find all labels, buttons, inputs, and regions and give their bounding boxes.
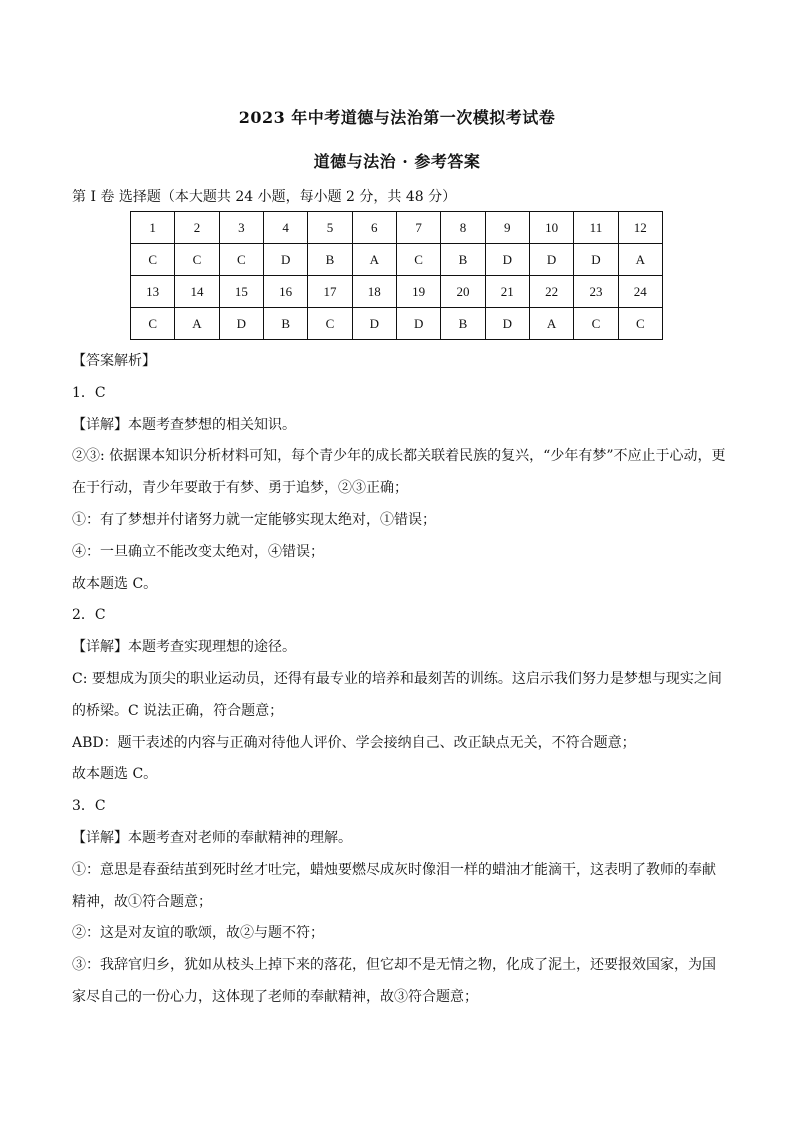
exam-title: 2023 年中考道德与法治第一次模拟考试卷 <box>238 108 556 127</box>
question-number-cell: 14 <box>175 276 219 308</box>
question-number-cell: 20 <box>441 276 485 308</box>
answer-cell: D <box>219 308 263 340</box>
analysis-line: ③：我辞官归乡，犹如从枝头上掉下来的落花，但它却不是无情之物，化成了泥土，还要报效国家，为国 <box>72 957 716 974</box>
analysis-line: 【详解】本题考查梦想的相关知识。 <box>72 416 296 433</box>
question-number-cell: 23 <box>574 276 618 308</box>
analysis-line: 【详解】本题考查对老师的奉献精神的理解。 <box>72 829 352 846</box>
answer-cell: B <box>263 308 307 340</box>
question-number-cell: 11 <box>574 212 618 244</box>
answer-cell: C <box>131 244 175 276</box>
question-number-cell: 8 <box>441 212 485 244</box>
answer-cell: A <box>618 244 662 276</box>
answer-row <box>131 308 663 340</box>
question-number-cell: 10 <box>529 212 573 244</box>
question-number-cell: 5 <box>308 212 352 244</box>
answer-cell: C <box>219 244 263 276</box>
answer-cell: D <box>485 308 529 340</box>
analysis-line: 精神，故①符合题意； <box>72 893 212 910</box>
answer-cell: C <box>175 244 219 276</box>
analysis-line: 2．C <box>72 607 106 624</box>
question-number-cell: 19 <box>396 276 440 308</box>
question-number-cell: 2 <box>175 212 219 244</box>
question-number-row <box>131 212 663 244</box>
question-number-cell: 3 <box>219 212 263 244</box>
answer-cell: D <box>485 244 529 276</box>
answer-cell: C <box>131 308 175 340</box>
question-number-cell: 7 <box>396 212 440 244</box>
analysis-line: 故本题选 C。 <box>72 575 158 592</box>
question-number-cell: 6 <box>352 212 396 244</box>
question-number-cell: 9 <box>485 212 529 244</box>
answer-row <box>131 244 663 276</box>
analysis-line: ④：一旦确立不能改变太绝对，④错误； <box>72 543 324 560</box>
analysis-line: ②：这是对友谊的歌颂，故②与题不符； <box>72 925 324 942</box>
analysis-line: ①：意思是春蚕结茧到死时丝才吐完，蜡烛要燃尽成灰时像泪一样的蜡油才能滴干，这表明了教师的奉献 <box>72 861 716 878</box>
section-note: 第 I 卷 选择题（本大题共 24 小题，每小题 2 分，共 48 分） <box>72 189 457 205</box>
question-number-row <box>131 276 663 308</box>
answer-subtitle: 道德与法治 · 参考答案 <box>313 152 481 171</box>
analysis-line: 3．C <box>72 798 106 815</box>
question-number-cell: 22 <box>529 276 573 308</box>
question-number-cell: 13 <box>131 276 175 308</box>
answer-cell: A <box>352 244 396 276</box>
analysis-line: ②③: 依据课本知识分析材料可知，每个青少年的成长都关联着民族的复兴，“少年有梦”不应止于心动，更 <box>72 448 726 465</box>
answer-table <box>130 211 663 340</box>
answer-cell: B <box>441 244 485 276</box>
answer-cell: D <box>352 308 396 340</box>
answer-cell: D <box>396 308 440 340</box>
answer-cell: A <box>529 308 573 340</box>
analysis-section <box>72 346 732 1014</box>
answer-cell: D <box>529 244 573 276</box>
question-number-cell: 24 <box>618 276 662 308</box>
answer-cell: D <box>574 244 618 276</box>
answer-cell: C <box>396 244 440 276</box>
question-number-cell: 12 <box>618 212 662 244</box>
answer-cell: C <box>308 308 352 340</box>
question-number-cell: 16 <box>263 276 307 308</box>
question-number-cell: 4 <box>263 212 307 244</box>
answer-cell: C <box>574 308 618 340</box>
analysis-line: 在于行动，青少年要敢于有梦、勇于追梦，②③正确； <box>72 480 408 497</box>
question-number-cell: 15 <box>219 276 263 308</box>
answer-cell: A <box>175 308 219 340</box>
question-number-cell: 1 <box>131 212 175 244</box>
question-number-cell: 17 <box>308 276 352 308</box>
analysis-line: 1．C <box>72 384 106 401</box>
analysis-line: ABD：题干表述的内容与正确对待他人评价、学会接纳自己、改正缺点无关，不符合题意； <box>72 734 636 751</box>
answer-cell: B <box>308 244 352 276</box>
analysis-line: ①：有了梦想并付诸努力就一定能够实现太绝对，①错误； <box>72 511 436 528</box>
answer-cell: C <box>618 308 662 340</box>
question-number-cell: 18 <box>352 276 396 308</box>
answer-cell: D <box>263 244 307 276</box>
analysis-line: 【详解】本题考查实现理想的途径。 <box>72 639 296 656</box>
analysis-line: C: 要想成为顶尖的职业运动员，还得有最专业的培养和最刻苦的训练。这启示我们努力是梦想与现实之间 <box>72 670 722 687</box>
question-number-cell: 21 <box>485 276 529 308</box>
analysis-line: 家尽自己的一份心力，这体现了老师的奉献精神，故③符合题意； <box>72 988 478 1005</box>
answer-cell: B <box>441 308 485 340</box>
analysis-line: 的桥梁。C 说法正确，符合题意； <box>72 702 284 719</box>
analysis-line: 故本题选 C。 <box>72 766 158 783</box>
analysis-line: 【答案解析】 <box>72 353 156 369</box>
